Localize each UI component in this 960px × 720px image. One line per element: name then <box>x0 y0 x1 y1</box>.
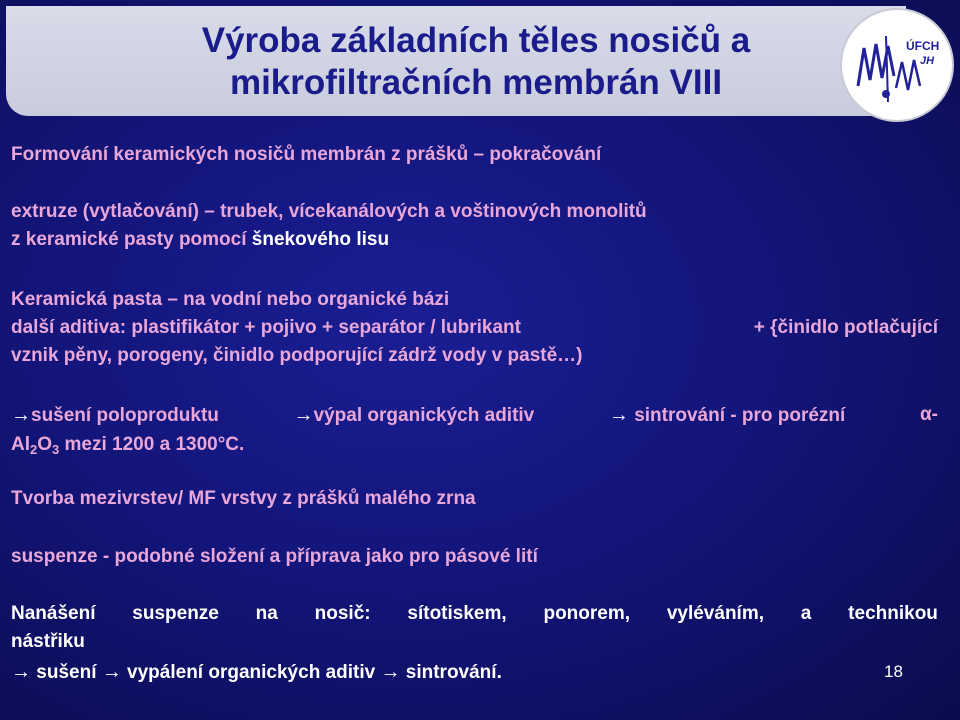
arrow-right-icon: → <box>380 661 401 683</box>
extruze-line-2 <box>11 228 938 252</box>
aditiva-line <box>11 316 938 340</box>
heading-tvorba: Tvorba mezivrstev/ MF vrstvy z prášků malého zrna <box>11 488 476 509</box>
process-step-2: →výpal organických aditiv <box>293 404 535 426</box>
process-step-1: →sušení poloproduktu <box>11 404 219 426</box>
slide-number: 18 <box>884 662 903 681</box>
alpha-symbol: α- <box>919 404 938 425</box>
extruze-text: z keramické pasty pomocí <box>11 229 252 250</box>
svg-text:JH: JH <box>920 55 935 67</box>
nanaseni-line <box>11 602 938 626</box>
suspenze-line: suspenze - podobné složení a příprava jako pro pásové lití <box>11 546 538 567</box>
title-line-2: mikrofiltračních membrán VIII <box>229 63 723 102</box>
temperature-text: mezi 1200 a 1300°C. <box>59 434 245 455</box>
nanaseni-word: a <box>800 603 812 624</box>
vznik-line: vznik pěny, porogeny, činidlo podporující zádrž vody v pastě…) <box>11 345 583 366</box>
arrow-right-icon: → <box>11 404 31 426</box>
nanaseni-word: vyléváním, <box>666 603 764 624</box>
title-banner <box>6 6 906 116</box>
process-step-3: → sintrování - pro porézní <box>608 404 846 426</box>
cinidlo-text: + {činidlo potlačující <box>753 317 938 338</box>
extruze-line-1: extruze (vytlačování) – trubek, vícekanálových a voštinových monolitů <box>11 201 647 222</box>
nanaseni-word: Nanášení <box>11 603 96 624</box>
arrow-right-icon: → <box>11 661 31 683</box>
arrow-right-icon: → <box>608 404 629 426</box>
aditiva-text: další aditiva: plastifikátor + pojivo + separátor / lubrikant <box>11 317 521 338</box>
final-step-1: sušení <box>36 662 97 683</box>
logo-text: ÚFCH <box>906 39 940 53</box>
nanaseni-word: nosič: <box>314 603 371 624</box>
nanaseni-word: ponorem, <box>543 603 631 624</box>
arrow-right-icon: → <box>293 404 314 426</box>
slide-title <box>116 20 836 104</box>
nanaseni-word: technikou <box>848 603 938 624</box>
alumina-line: $Al_2O_3$ mezi 1200 a 1300°C. <box>11 434 245 457</box>
final-step-3: sintrování. <box>405 662 502 683</box>
nastriku-line: nástřiku <box>11 631 85 652</box>
final-step-2: vypálení organických aditiv <box>127 662 376 683</box>
heading-formovani: Formování keramických nosičů membrán z prášků – pokračování <box>11 144 602 165</box>
nanaseni-word: sítotiskem, <box>407 603 507 624</box>
nanaseni-word: na <box>255 603 278 624</box>
arrow-right-icon: → <box>101 661 122 683</box>
institute-logo-icon <box>838 6 956 124</box>
nanaseni-word: suspenze <box>132 603 219 624</box>
final-process-line <box>11 660 938 685</box>
pasta-line: Keramická pasta – na vodní nebo organické bázi <box>11 289 450 310</box>
title-line-1: Výroba základních těles nosičů a <box>201 21 751 60</box>
process-line <box>11 403 938 428</box>
snekovy-lis-text: šnekového lisu <box>251 229 390 250</box>
